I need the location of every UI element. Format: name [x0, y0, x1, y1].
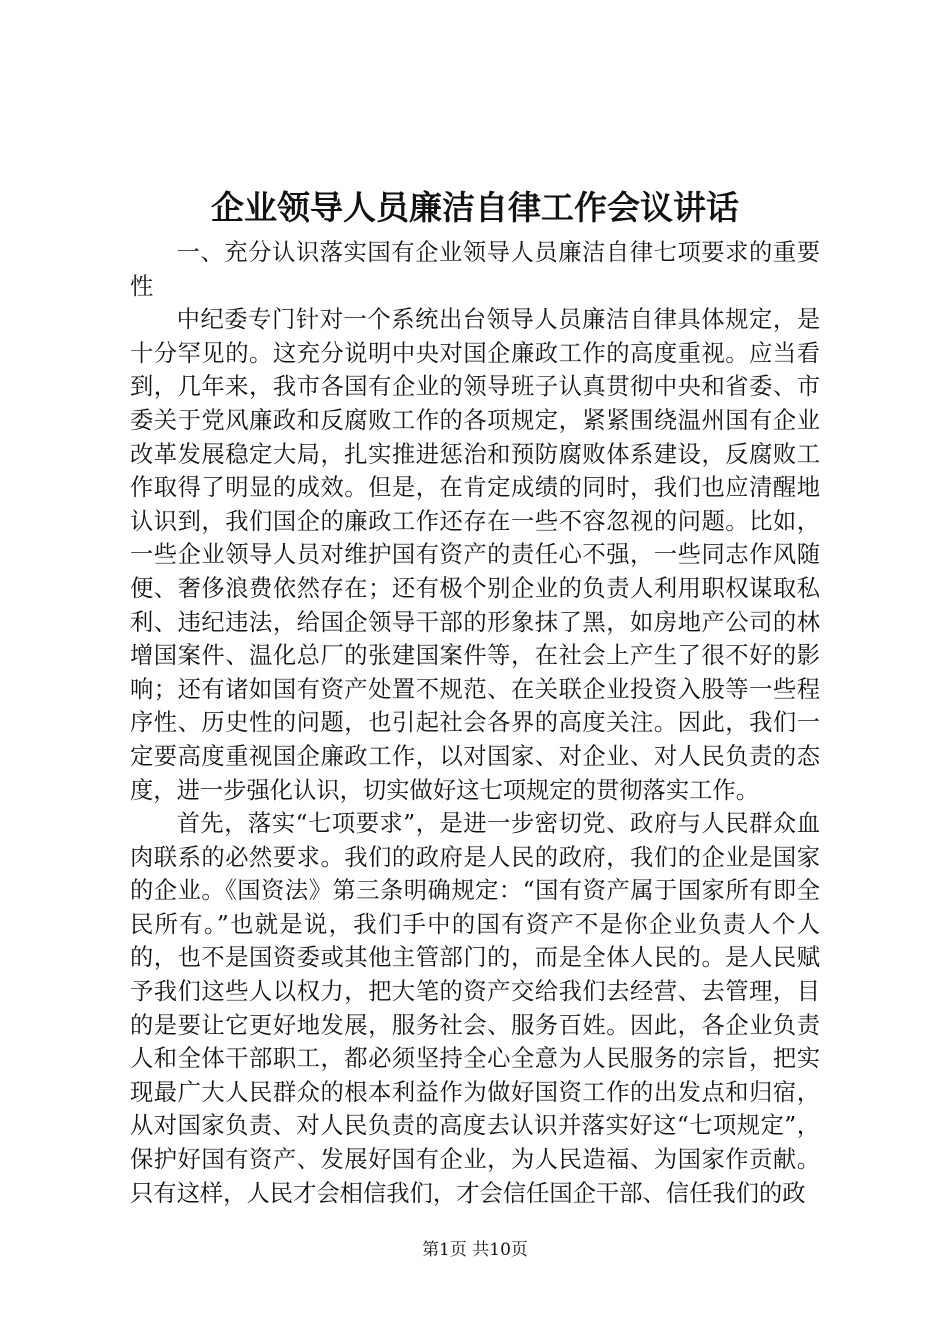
paragraph-heading: 一、充分认识落实国有企业领导人员廉洁自律七项要求的重要性 — [130, 239, 820, 300]
document-title: 企业领导人员廉洁自律工作会议讲话 — [211, 188, 739, 227]
page-number-footer: 第1页 共10页 — [422, 1240, 528, 1260]
document-body — [130, 236, 820, 1210]
paragraph: 首先，落实“七项要求”，是进一步密切党、政府与人民群众血肉联系的必然要求。我们的政府是人民的政府，我们的企业是国家的企业。《国资法》第三条明确规定：“国有资产属于国家所有即全民所有。”也就是说，我们手中的国有资产不是你企业负责人个人的，也不是国资委或其他主管部门的，而是全体人民的。是人民赋予我们这些人以权力，把大笔的资产交给我们去经营、去管理，目的是要让它更好地发展，服务社会、服务百姓。因此，各企业负责人和全体干部职工，都必须坚持全心全意为人民服务的宗旨，把实现最广大人民群众的根本利益作为做好国资工作的出发点和归宿，从对国家负责、对人民负责的高度去认识并落实好这“七项规定”，保护好国有资产、发展好国有企业，为人民造福、为国家作贡献。只有这样，人民才会相信我们，才会信任国企干部、信任我们的政 — [130, 810, 820, 1207]
paragraph: 中纪委专门针对一个系统出台领导人员廉洁自律具体规定，是十分罕见的。这充分说明中央对国企廉政工作的高度重视。应当看到，几年来，我市各国有企业的领导班子认真贯彻中央和省委、市委关于党风廉政和反腐败工作的各项规定，紧紧围绕温州国有企业改革发展稳定大局，扎实推进惩治和预防腐败体系建设，反腐败工作取得了明显的成效。但是，在肯定成绩的同时，我们也应清醒地认识到，我们国企的廉政工作还存在一些不容忽视的问题。比如，一些企业领导人员对维护国有资产的责任心不强，一些同志作风随便、奢侈浪费依然存在；还有极个别企业的负责人利用职权谋取私利、违纪违法，给国企领导干部的形象抹了黑，如房地产公司的林增国案件、温化总厂的张建国案件等，在社会上产生了很不好的影响；还有诸如国有资产处置不规范、在关联企业投资入股等一些程序性、历史性的问题，也引起社会各界的高度关注。因此，我们一定要高度重视国企廉政工作，以对国家、对企业、对人民负责的态度，进一步强化认识，切实做好这七项规定的贯彻落实工作。 — [130, 306, 820, 804]
